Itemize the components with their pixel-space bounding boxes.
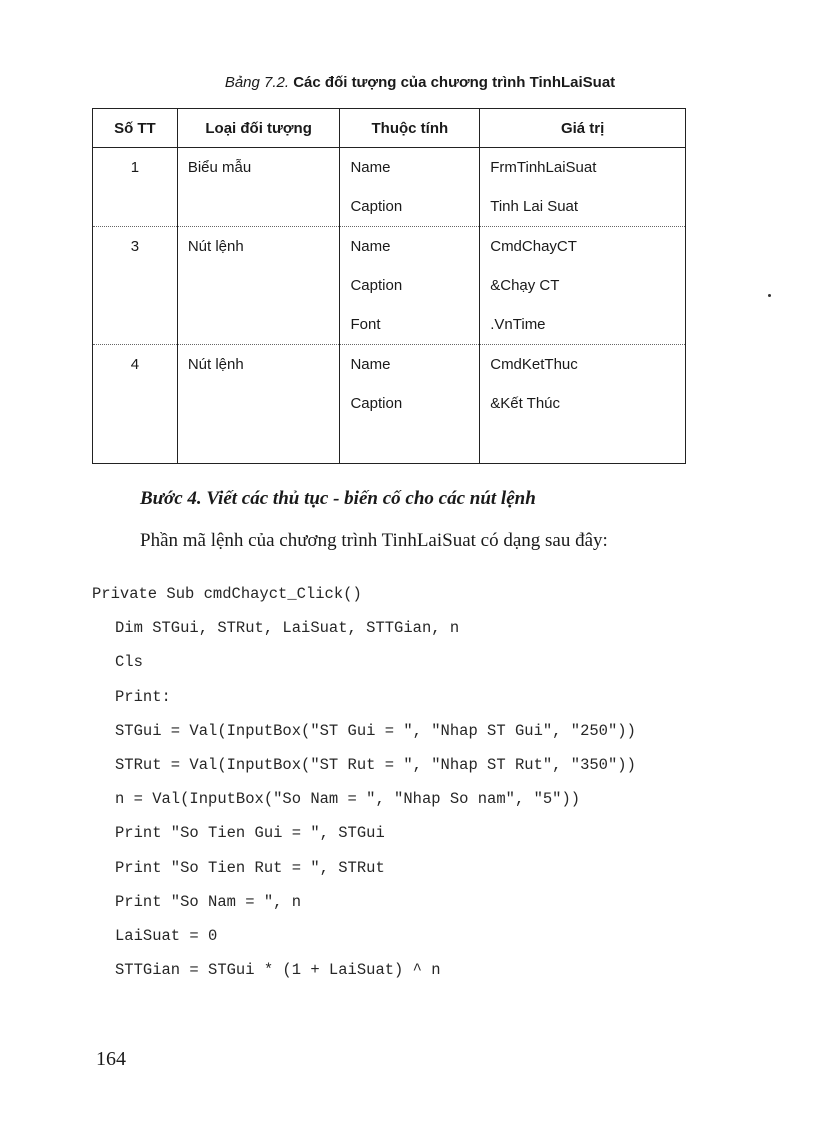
table-row <box>93 266 686 305</box>
code-line: STTGian = STGui * (1 + LaiSuat) ^ n <box>115 961 441 980</box>
cell-stt <box>93 266 178 305</box>
caption-text: Các đối tượng của chương trình TinhLaiSuat <box>293 74 616 91</box>
cell-stt: 4 <box>93 345 178 385</box>
cell-object-type: Nút lệnh <box>177 345 340 385</box>
cell-object-type <box>177 187 340 227</box>
code-line: n = Val(InputBox("So Nam = ", "Nhap So nam", "5")) <box>115 790 581 809</box>
table-row <box>93 148 686 188</box>
cell-object-type <box>177 423 340 464</box>
cell-stt: 1 <box>93 148 178 188</box>
page-number: 164 <box>96 1048 126 1070</box>
cell-property: Name <box>340 345 480 385</box>
cell-value <box>480 423 686 464</box>
cell-object-type <box>177 305 340 345</box>
code-line: Print "So Tien Rut = ", STRut <box>115 858 385 877</box>
header-value: Giá trị <box>480 109 686 148</box>
cell-object-type <box>177 266 340 305</box>
code-line: Cls <box>115 653 143 672</box>
cell-stt: 3 <box>93 227 178 267</box>
cell-stt <box>93 187 178 227</box>
cell-property <box>340 423 480 464</box>
table-row <box>93 345 686 385</box>
cell-property: Name <box>340 227 480 267</box>
code-line: STGui = Val(InputBox("ST Gui = ", "Nhap ST Gui", "250")) <box>115 721 636 740</box>
objects-table <box>92 108 686 464</box>
cell-stt <box>93 423 178 464</box>
code-line: STRut = Val(InputBox("ST Rut = ", "Nhap ST Rut", "350")) <box>115 755 636 774</box>
cell-value: FrmTinhLaiSuat <box>480 148 686 188</box>
cell-property: Caption <box>340 384 480 423</box>
cell-object-type: Nút lệnh <box>177 227 340 267</box>
cell-object-type <box>177 384 340 423</box>
table-row <box>93 305 686 345</box>
table-header-row <box>93 109 686 148</box>
cell-value: CmdKetThuc <box>480 345 686 385</box>
table-row <box>93 384 686 423</box>
code-line: Print "So Nam = ", n <box>115 892 302 911</box>
table-caption <box>0 74 816 91</box>
cell-value: &Kết Thúc <box>480 384 686 423</box>
code-block <box>92 584 636 994</box>
cell-value: Tinh Lai Suat <box>480 187 686 227</box>
code-line: Print: <box>115 687 171 706</box>
cell-value: .VnTime <box>480 305 686 345</box>
caption-label: Bảng 7.2. <box>224 74 290 91</box>
code-line: Print "So Tien Gui = ", STGui <box>115 824 385 843</box>
step-heading: Bước 4. Viết các thủ tục - biến cố cho các nút lệnh <box>140 488 536 509</box>
header-property: Thuộc tính <box>340 109 480 148</box>
table-row <box>93 423 686 464</box>
cell-property: Font <box>340 305 480 345</box>
code-line: LaiSuat = 0 <box>115 926 218 945</box>
cell-property: Caption <box>340 187 480 227</box>
code-line: Dim STGui, STRut, LaiSuat, STTGian, n <box>115 619 460 638</box>
code-line: Private Sub cmdChayct_Click() <box>92 585 362 603</box>
cell-value: &Chạy CT <box>480 266 686 305</box>
cell-stt <box>93 384 178 423</box>
intro-paragraph: Phần mã lệnh của chương trình TinhLaiSuat có dạng sau đây: <box>140 530 608 551</box>
cell-property: Name <box>340 148 480 188</box>
table-row <box>93 227 686 267</box>
cell-value: CmdChayCT <box>480 227 686 267</box>
header-stt: Số TT <box>93 109 178 148</box>
scan-speck <box>768 294 771 297</box>
cell-stt <box>93 305 178 345</box>
table-row <box>93 187 686 227</box>
header-object-type: Loại đối tượng <box>177 109 340 148</box>
cell-property: Caption <box>340 266 480 305</box>
cell-object-type: Biểu mẫu <box>177 148 340 188</box>
